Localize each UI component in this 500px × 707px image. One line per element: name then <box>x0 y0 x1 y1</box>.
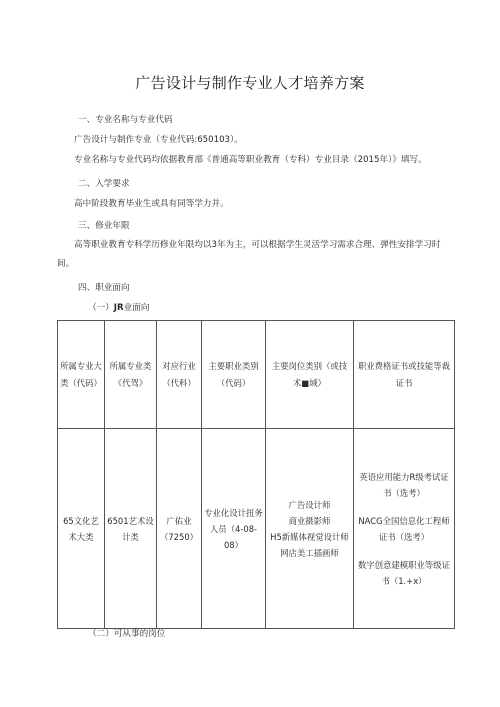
certificate-item: 数字创意建模职业等级证书（1.+x） <box>357 559 451 586</box>
table-cell-industry: 广佑业（7250） <box>157 429 202 629</box>
table-cell-positions <box>266 429 354 629</box>
table-header-cell: 所属专业大类（代码） <box>58 321 105 429</box>
table-header-cell: 主要岗位类别（或技术■域） <box>266 321 354 429</box>
table-cell-major-class: 6501艺术设计类 <box>105 429 157 629</box>
table-header-cell: 职业费格证书或技能等裁证书 <box>354 321 455 429</box>
subsection-career-direction <box>88 302 149 314</box>
table-row <box>58 429 455 629</box>
career-table <box>57 320 455 629</box>
table-header-cell: 主要职业类别（代码） <box>202 321 266 429</box>
table-header-row <box>58 321 455 429</box>
position-item: H5新媒体视觉设计师 <box>270 531 349 542</box>
section1-heading: 一、专业名称与专业代码 <box>78 115 173 125</box>
table-cell-major-category: 65文化艺术大类 <box>58 429 105 629</box>
certificate-item: NACG全国信息化工程师证书（选考） <box>358 515 450 542</box>
document-title: 广告设计与制作专业人才培养方案 <box>135 74 365 92</box>
table-header-cell: 所属专业类《代驾》 <box>105 321 157 429</box>
section1-line2: 专业名称与专业代码均依据教育部《普通高等职业教育（专科）专业目录（2015年）》填写。 <box>74 155 427 165</box>
table-cell-certificates <box>354 429 455 629</box>
position-item: 商业摄影师 <box>288 515 331 526</box>
subsection-bold-term: JR <box>113 303 124 313</box>
subsection-prefix: （一） <box>88 303 114 313</box>
position-item: 网店美工插画师 <box>280 547 339 558</box>
table-cell-occupation: 专业化设计扭务人员（4-08-08） <box>202 429 266 629</box>
table-header-cell: 对应行业（代科） <box>157 321 202 429</box>
subsection-positions: （二）可从事的岗位 <box>88 629 166 639</box>
section3-paragraph: 高等职业教育专科学历修业年限均以3年为主，可以根据学生灵活学习需求合理、弹性安排学习时间。 <box>57 240 441 269</box>
section4-heading: 四、职业面向 <box>78 283 130 293</box>
subsection-suffix: 业面向 <box>123 303 150 313</box>
section3-heading: 三、修业年限 <box>78 221 130 231</box>
certificate-item: 英语应用能力R级考试证书（选考） <box>359 471 449 498</box>
position-item: 广告设计师 <box>288 499 331 510</box>
section2-heading: 二、入学要求 <box>78 179 130 189</box>
section2-line1: 高中阶段教育毕业生或具有同等学力并。 <box>74 199 229 209</box>
section1-line1: 广告设计与制作专业（专业代码:650103）。 <box>74 135 243 145</box>
